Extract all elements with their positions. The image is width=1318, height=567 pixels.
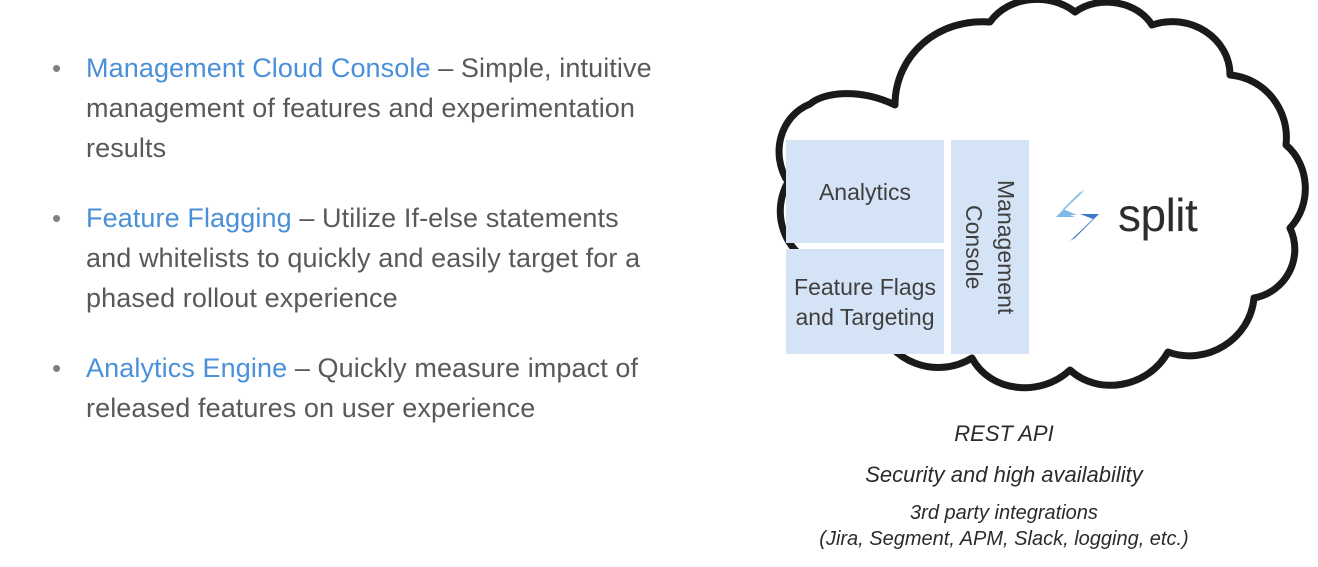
bullet-text — [86, 198, 670, 318]
list-item — [40, 198, 670, 318]
feature-flags-box-label: Feature Flags and Targeting — [794, 273, 936, 330]
split-logo — [1050, 180, 1250, 250]
bullet-term: Management Cloud Console — [86, 53, 431, 83]
split-logo-mark-icon — [1050, 187, 1106, 243]
caption-integrations-detail: (Jira, Segment, APM, Slack, logging, etc.) — [819, 528, 1189, 550]
caption-rest-api: REST API — [954, 421, 1054, 446]
cloud-diagram — [690, 0, 1318, 567]
bullet-marker-icon: • — [52, 53, 62, 83]
analytics-box — [786, 140, 944, 243]
analytics-box-label: Analytics — [818, 178, 912, 205]
split-logo-text: split — [1118, 189, 1198, 241]
list-item — [40, 348, 670, 428]
bullet-term: Analytics Engine — [86, 353, 288, 383]
bullet-marker-icon: • — [52, 353, 62, 383]
bullet-term: Feature Flagging — [86, 203, 292, 233]
list-item — [40, 48, 670, 168]
caption-integrations: 3rd party integrations — [910, 502, 1098, 524]
bullet-list — [40, 48, 670, 458]
bullet-marker-icon: • — [52, 203, 62, 233]
caption-security: Security and high availability — [865, 462, 1143, 487]
cloud-captions — [690, 418, 1318, 552]
bullet-description: – Quickly measure impact of released features on user experience — [86, 353, 639, 423]
bullet-description: – Simple, intuitive management of features and experimentation results — [86, 53, 652, 163]
bullet-description: – Utilize If-else statements and whitelists to quickly and easily target for a phased rollout experience — [86, 203, 641, 313]
bullet-text — [86, 48, 670, 168]
feature-flags-box — [786, 249, 944, 354]
bullet-text — [86, 348, 670, 428]
management-console-box-label: Management Console — [961, 179, 1019, 315]
management-console-box — [951, 140, 1029, 354]
